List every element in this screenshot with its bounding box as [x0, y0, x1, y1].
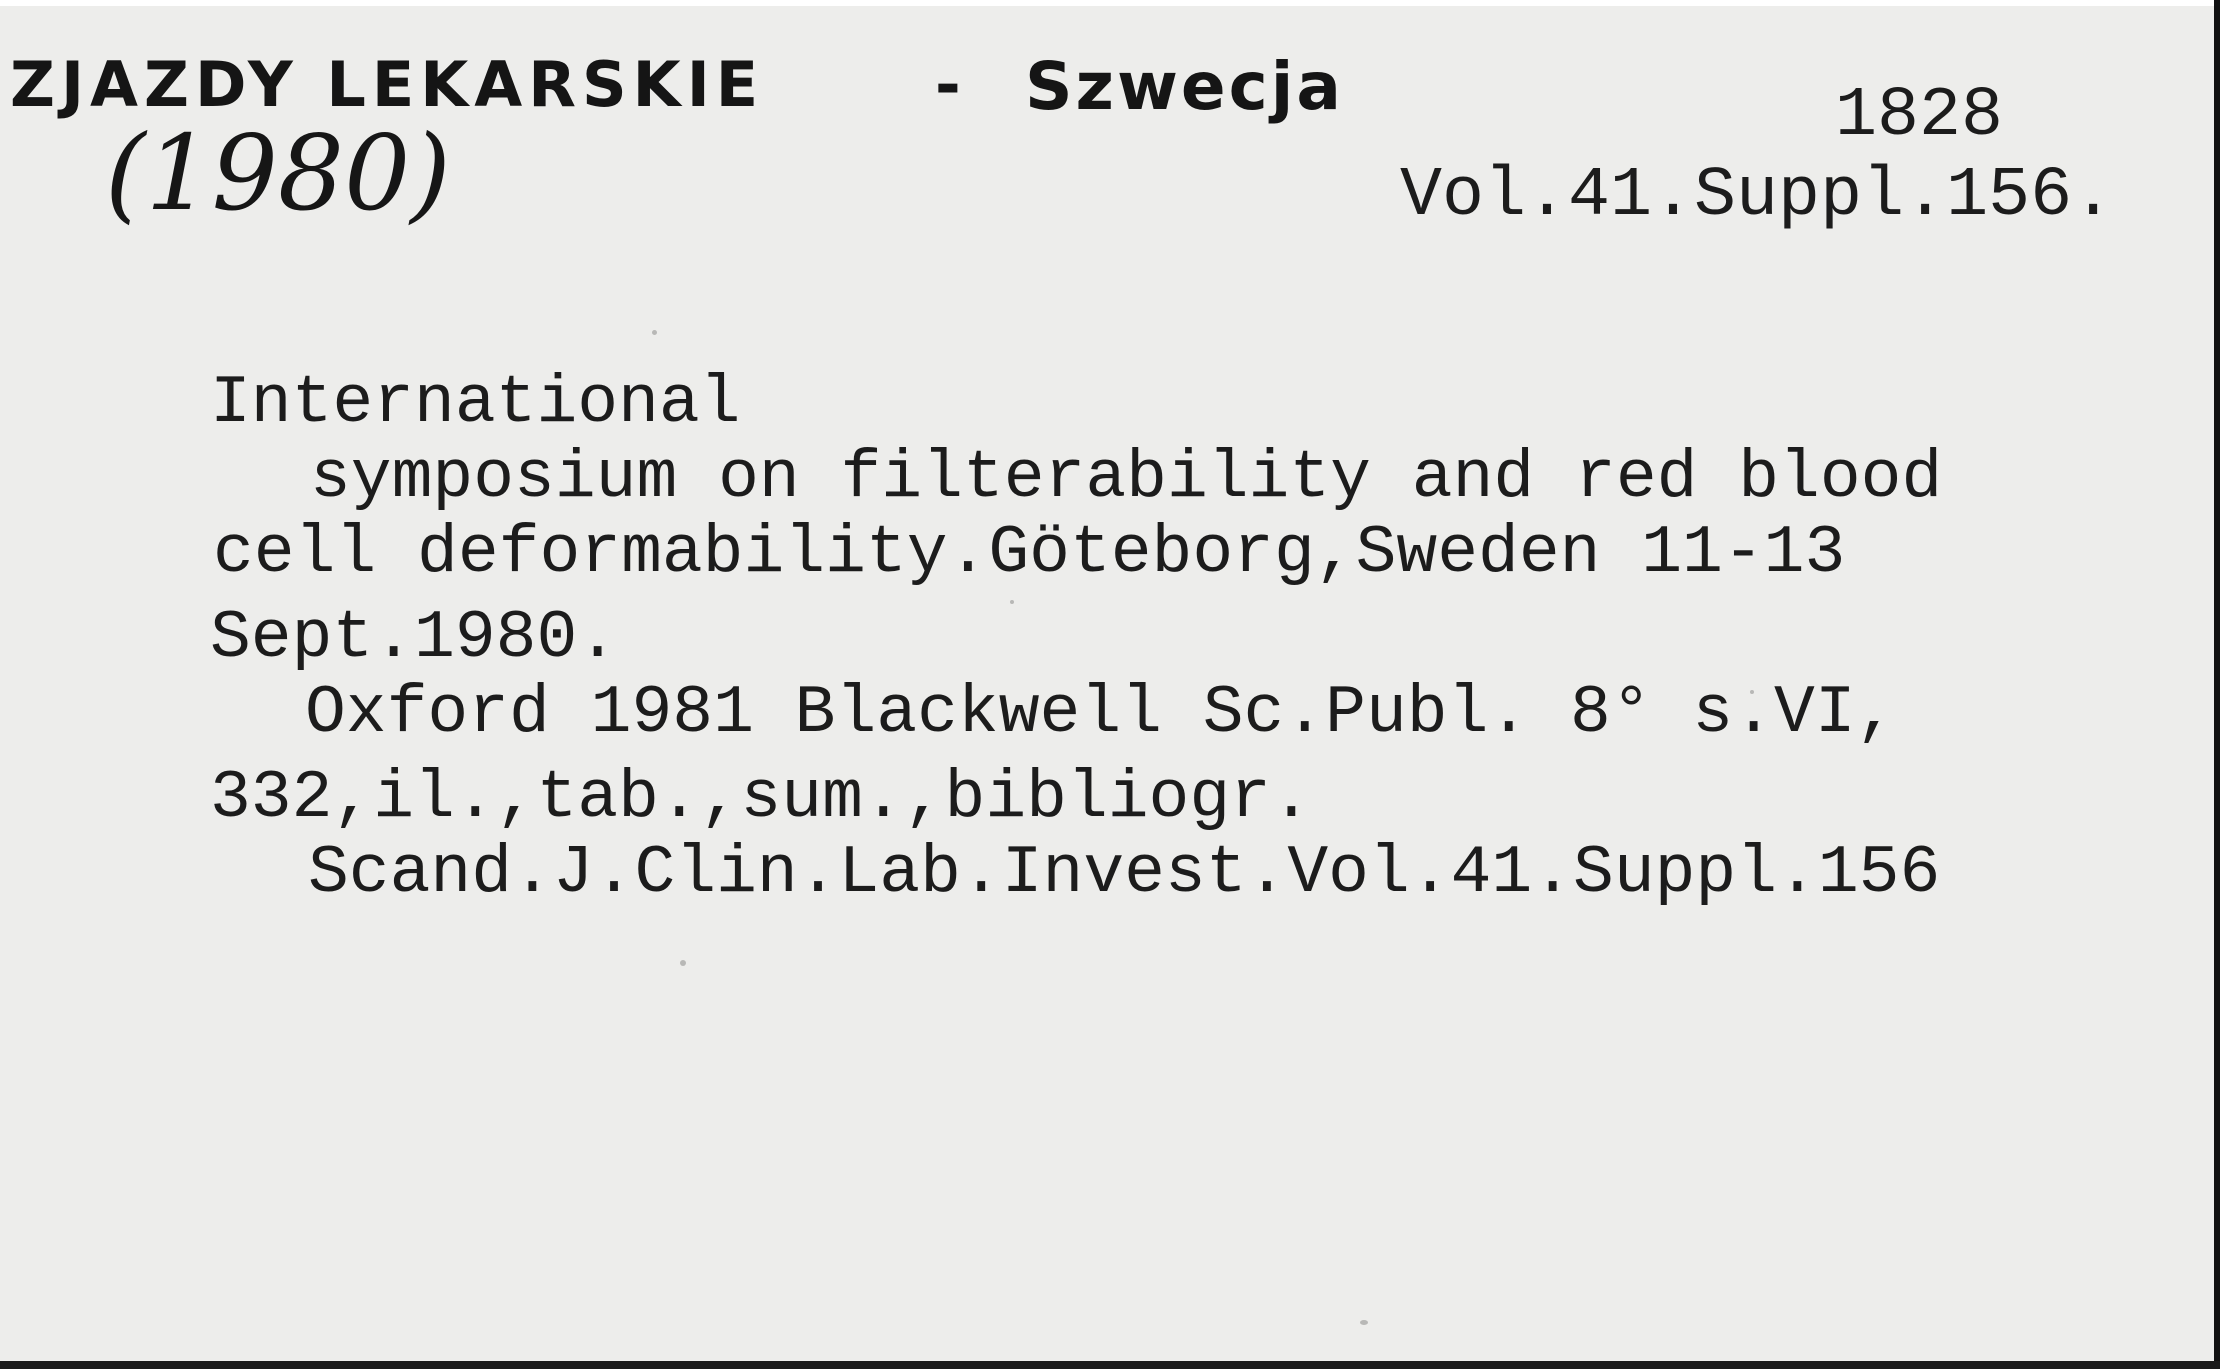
entry-line-series: Scand.J.Clin.Lab.Invest.Vol.41.Suppl.156	[308, 835, 1941, 912]
entry-line-imprint: Oxford 1981 Blackwell Sc.Publ. 8° s.VI,	[305, 675, 1897, 752]
call-number: 1828	[1835, 77, 2004, 156]
series-reference: Vol.41.Suppl.156.	[1400, 157, 2115, 236]
entry-line-title: International	[210, 365, 741, 442]
dust-speck	[1360, 1320, 1368, 1325]
country-heading: Szwecja	[1025, 48, 1344, 125]
entry-line-4: Sept.1980.	[210, 600, 619, 677]
heading-dash: -	[935, 48, 963, 121]
card-right-edge	[2214, 0, 2220, 1369]
card-bottom-edge	[0, 1361, 2220, 1369]
card-top-edge	[0, 0, 2220, 6]
subject-heading: ZJAZDY LEKARSKIE	[10, 48, 765, 121]
dust-speck	[1010, 600, 1014, 604]
dust-speck	[680, 960, 686, 966]
handwritten-year: (1980)	[105, 112, 451, 234]
entry-line-2: symposium on filterability and red blood	[310, 440, 1943, 517]
entry-line-collation: 332,il.,tab.,sum.,bibliogr.	[210, 760, 1312, 837]
entry-line-3: cell deformability.Göteborg,Sweden 11-13	[213, 515, 1846, 592]
dust-speck	[652, 330, 657, 335]
